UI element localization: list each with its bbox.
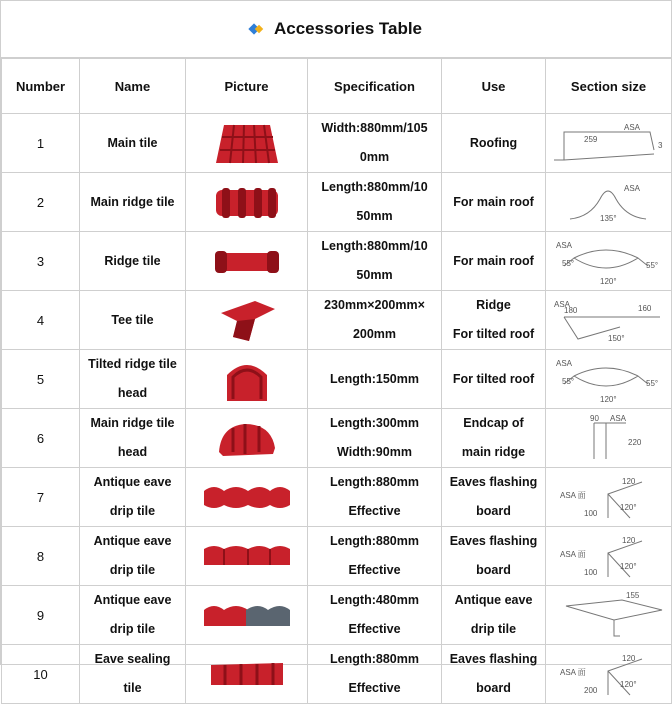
item-name-line: Main tile bbox=[107, 135, 158, 150]
spec-line: 50mm bbox=[356, 268, 393, 282]
svg-text:ASA 面: ASA 面 bbox=[559, 550, 586, 559]
cell-section-size bbox=[546, 527, 672, 586]
spec-line: Effective bbox=[348, 681, 401, 695]
svg-text:160: 160 bbox=[637, 304, 651, 313]
spec-line: 50mm bbox=[356, 209, 393, 223]
spec-line: 200mm bbox=[352, 327, 397, 341]
cell-picture bbox=[186, 173, 308, 232]
title-bar bbox=[1, 1, 671, 58]
svg-text:259: 259 bbox=[583, 135, 597, 144]
cell-specification bbox=[308, 409, 442, 468]
svg-text:ASA: ASA bbox=[623, 123, 640, 132]
svg-text:120: 120 bbox=[621, 477, 635, 486]
use-line: drip tile bbox=[470, 622, 517, 636]
svg-text:120°: 120° bbox=[619, 503, 637, 512]
table-row bbox=[2, 114, 672, 173]
section-diagram bbox=[546, 235, 671, 287]
cell-number bbox=[2, 173, 80, 232]
cell-specification bbox=[308, 468, 442, 527]
cell-number bbox=[2, 586, 80, 645]
cell-section-size bbox=[546, 173, 672, 232]
row-number: 10 bbox=[33, 666, 48, 682]
cell-picture bbox=[186, 527, 308, 586]
cell-number bbox=[2, 527, 80, 586]
row-number: 4 bbox=[36, 312, 45, 328]
accessories-table bbox=[1, 58, 672, 704]
section-diagram bbox=[546, 294, 671, 346]
spec-line: Length:880mm/10 bbox=[321, 239, 428, 253]
cell-use bbox=[442, 173, 546, 232]
eave-sealing-tile-image bbox=[207, 659, 287, 689]
cell-use bbox=[442, 409, 546, 468]
product-image bbox=[186, 117, 307, 169]
cell-specification bbox=[308, 173, 442, 232]
spec-line: Length:880mm/10 bbox=[321, 180, 428, 194]
diamond-icon bbox=[250, 23, 262, 35]
cell-number bbox=[2, 291, 80, 350]
use-line: Antique eave bbox=[454, 593, 533, 607]
use-line: Endcap of bbox=[463, 416, 524, 430]
spec-line: Effective bbox=[348, 622, 401, 636]
svg-text:120: 120 bbox=[621, 654, 635, 663]
table-row bbox=[2, 645, 672, 704]
tee-tile-image bbox=[215, 297, 279, 343]
svg-text:120: 120 bbox=[621, 536, 635, 545]
svg-text:120°: 120° bbox=[599, 277, 617, 284]
cell-picture bbox=[186, 468, 308, 527]
item-name-line: tile bbox=[123, 681, 142, 695]
cell-specification bbox=[308, 586, 442, 645]
cell-name bbox=[80, 350, 186, 409]
use-line: For main roof bbox=[453, 194, 534, 209]
svg-text:180: 180 bbox=[563, 306, 577, 315]
spec-line: 0mm bbox=[359, 150, 390, 164]
item-name-line: Ridge tile bbox=[104, 253, 161, 268]
table-row bbox=[2, 586, 672, 645]
use-line: Eaves flashing bbox=[449, 475, 538, 489]
cell-name bbox=[80, 527, 186, 586]
item-name-line: Antique eave bbox=[93, 534, 172, 548]
cell-name bbox=[80, 468, 186, 527]
main-tile-image bbox=[212, 119, 282, 167]
cell-name bbox=[80, 409, 186, 468]
item-name-line: drip tile bbox=[109, 563, 156, 577]
item-name-line: Tee tile bbox=[111, 312, 154, 327]
use-line: For main roof bbox=[453, 253, 534, 268]
svg-text:ASA 面: ASA 面 bbox=[559, 491, 586, 500]
header-number: Number bbox=[2, 59, 80, 114]
spec-line: Length:300mm bbox=[330, 416, 419, 430]
item-name-line: drip tile bbox=[109, 504, 156, 518]
svg-text:100: 100 bbox=[583, 509, 597, 518]
svg-text:135°: 135° bbox=[599, 214, 617, 223]
svg-text:100: 100 bbox=[583, 568, 597, 577]
cell-specification bbox=[308, 114, 442, 173]
cell-section-size bbox=[546, 409, 672, 468]
product-image bbox=[186, 176, 307, 228]
spec-line: Length:880mm bbox=[330, 652, 419, 666]
table-header-row bbox=[2, 59, 672, 114]
row-number: 2 bbox=[36, 194, 45, 210]
table-row bbox=[2, 350, 672, 409]
cell-use bbox=[442, 232, 546, 291]
svg-text:155: 155 bbox=[625, 592, 639, 600]
product-image bbox=[186, 471, 307, 523]
section-diagram bbox=[546, 117, 671, 169]
cell-section-size bbox=[546, 114, 672, 173]
section-diagram bbox=[546, 530, 671, 582]
section-diagram bbox=[546, 471, 671, 523]
row-number: 7 bbox=[36, 489, 45, 505]
row-number: 8 bbox=[36, 548, 45, 564]
cell-name bbox=[80, 232, 186, 291]
cell-number bbox=[2, 645, 80, 704]
cell-name bbox=[80, 114, 186, 173]
cell-specification bbox=[308, 232, 442, 291]
row-number: 6 bbox=[36, 430, 45, 446]
cell-specification bbox=[308, 350, 442, 409]
svg-text:220: 220 bbox=[627, 438, 641, 447]
row-number: 1 bbox=[36, 135, 45, 151]
cell-picture bbox=[186, 350, 308, 409]
cell-name bbox=[80, 586, 186, 645]
cell-picture bbox=[186, 291, 308, 350]
cell-name bbox=[80, 173, 186, 232]
cell-specification bbox=[308, 291, 442, 350]
product-image bbox=[186, 235, 307, 287]
product-image bbox=[186, 589, 307, 641]
table-row bbox=[2, 468, 672, 527]
svg-text:ASA: ASA bbox=[609, 415, 626, 423]
svg-text:55°: 55° bbox=[645, 261, 658, 270]
item-name-line: Main ridge tile bbox=[90, 416, 175, 430]
cell-number bbox=[2, 409, 80, 468]
cell-number bbox=[2, 468, 80, 527]
row-number: 5 bbox=[36, 371, 45, 387]
tilted-ridge-tile-head-image bbox=[217, 355, 277, 403]
use-line: board bbox=[476, 563, 511, 577]
spec-line: Width:90mm bbox=[337, 445, 412, 459]
use-line: For tilted roof bbox=[452, 327, 535, 341]
cell-picture bbox=[186, 645, 308, 704]
use-line: Eaves flashing bbox=[449, 652, 538, 666]
item-name-line: head bbox=[117, 445, 148, 459]
svg-text:ASA: ASA bbox=[623, 184, 640, 193]
cell-section-size bbox=[546, 350, 672, 409]
antique-eave-drip-tile-image-3 bbox=[202, 602, 292, 628]
cell-picture bbox=[186, 232, 308, 291]
cell-number bbox=[2, 350, 80, 409]
spec-line: Length:880mm bbox=[330, 534, 419, 548]
svg-text:55°: 55° bbox=[561, 259, 574, 268]
svg-text:150°: 150° bbox=[607, 334, 625, 343]
header-use: Use bbox=[442, 59, 546, 114]
section-diagram bbox=[546, 648, 671, 700]
cell-use bbox=[442, 291, 546, 350]
cell-use bbox=[442, 645, 546, 704]
table-row bbox=[2, 173, 672, 232]
product-image bbox=[186, 353, 307, 405]
svg-text:ASA: ASA bbox=[555, 241, 572, 250]
row-number: 9 bbox=[36, 607, 45, 623]
item-name-line: Antique eave bbox=[93, 593, 172, 607]
cell-use bbox=[442, 350, 546, 409]
svg-text:55°: 55° bbox=[645, 379, 658, 388]
section-diagram bbox=[546, 589, 671, 641]
use-line: main ridge bbox=[461, 445, 526, 459]
page-title: Accessories Table bbox=[273, 19, 423, 38]
cell-use bbox=[442, 114, 546, 173]
svg-text:200: 200 bbox=[583, 686, 597, 695]
ridge-tile-image bbox=[211, 245, 283, 277]
row-number: 3 bbox=[36, 253, 45, 269]
use-line: For tilted roof bbox=[452, 371, 535, 386]
item-name-line: drip tile bbox=[109, 622, 156, 636]
spec-line: Effective bbox=[348, 563, 401, 577]
header-picture: Picture bbox=[186, 59, 308, 114]
product-image bbox=[186, 294, 307, 346]
svg-text:ASA 面: ASA 面 bbox=[559, 668, 586, 677]
section-diagram bbox=[546, 353, 671, 405]
spec-line: Length:150mm bbox=[330, 371, 419, 386]
item-name-line: Eave sealing bbox=[94, 652, 171, 666]
use-line: board bbox=[476, 504, 511, 518]
cell-specification bbox=[308, 527, 442, 586]
item-name-line: Antique eave bbox=[93, 475, 172, 489]
section-diagram bbox=[546, 176, 671, 228]
product-image bbox=[186, 530, 307, 582]
svg-text:90: 90 bbox=[589, 415, 599, 423]
cell-section-size bbox=[546, 232, 672, 291]
item-name-line: Tilted ridge tile bbox=[88, 357, 177, 371]
cell-number bbox=[2, 114, 80, 173]
cell-section-size bbox=[546, 645, 672, 704]
antique-eave-drip-tile-image-2 bbox=[202, 543, 292, 569]
use-line: Eaves flashing bbox=[449, 534, 538, 548]
cell-use bbox=[442, 468, 546, 527]
header-name: Name bbox=[80, 59, 186, 114]
header-specification: Specification bbox=[308, 59, 442, 114]
cell-picture bbox=[186, 409, 308, 468]
product-image bbox=[186, 648, 307, 700]
svg-text:120°: 120° bbox=[619, 562, 637, 571]
cell-name bbox=[80, 291, 186, 350]
cell-picture bbox=[186, 586, 308, 645]
cell-number bbox=[2, 232, 80, 291]
svg-text:ASA: ASA bbox=[553, 300, 570, 309]
cell-section-size bbox=[546, 468, 672, 527]
main-ridge-tile-head-image bbox=[215, 418, 279, 458]
spec-line: 230mm×200mm× bbox=[324, 298, 425, 312]
cell-use bbox=[442, 527, 546, 586]
svg-text:3: 3 bbox=[657, 141, 662, 150]
spec-line: Length:480mm bbox=[330, 593, 419, 607]
cell-section-size bbox=[546, 586, 672, 645]
product-image bbox=[186, 412, 307, 464]
use-line: Roofing bbox=[469, 135, 518, 150]
use-line: Ridge bbox=[476, 298, 511, 312]
item-name-line: Main ridge tile bbox=[90, 194, 175, 209]
main-ridge-tile-image bbox=[212, 182, 282, 222]
table-row bbox=[2, 409, 672, 468]
table-row bbox=[2, 291, 672, 350]
use-line: board bbox=[476, 681, 511, 695]
item-name-line: head bbox=[117, 386, 148, 400]
cell-use bbox=[442, 586, 546, 645]
cell-section-size bbox=[546, 291, 672, 350]
table-row bbox=[2, 527, 672, 586]
svg-text:ASA: ASA bbox=[555, 359, 572, 368]
antique-eave-drip-tile-image bbox=[202, 483, 292, 511]
svg-text:55°: 55° bbox=[561, 377, 574, 386]
cell-picture bbox=[186, 114, 308, 173]
spec-line: Effective bbox=[348, 504, 401, 518]
spec-line: Width:880mm/105 bbox=[321, 121, 428, 135]
section-diagram bbox=[546, 412, 671, 464]
cell-name bbox=[80, 645, 186, 704]
header-section-size: Section size bbox=[546, 59, 672, 114]
table-row bbox=[2, 232, 672, 291]
svg-text:120°: 120° bbox=[599, 395, 617, 402]
cell-specification bbox=[308, 645, 442, 704]
svg-text:120°: 120° bbox=[619, 680, 637, 689]
spec-line: Length:880mm bbox=[330, 475, 419, 489]
